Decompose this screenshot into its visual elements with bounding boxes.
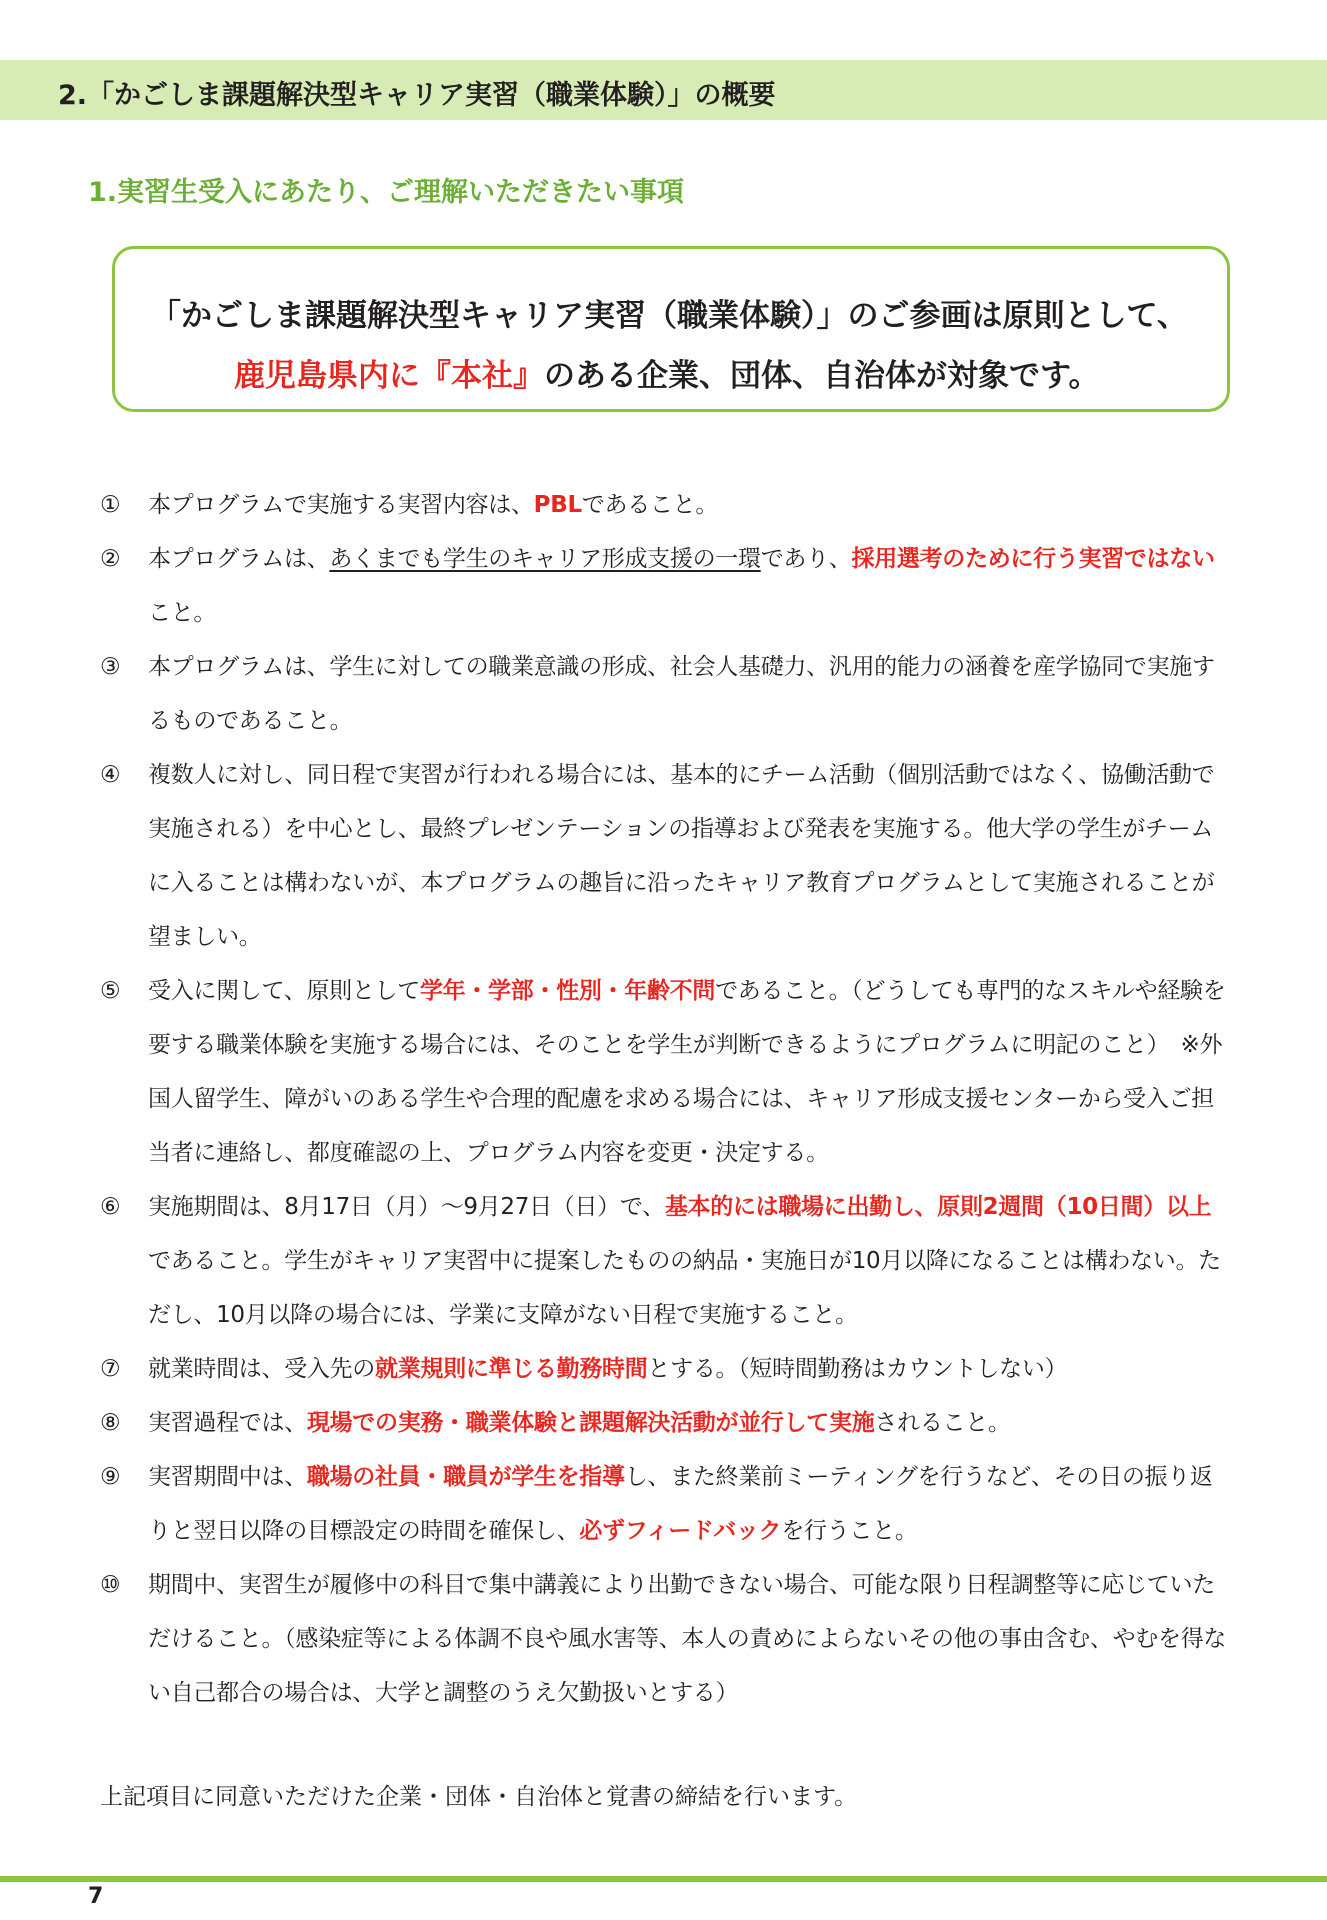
item-number: ③ [100,654,121,680]
body-text: 複数人に対し、同日程で実習が行われる場合には、基本的にチーム活動（個別活動ではなく、協働活動で実施される）を中心とし、最終プレゼンテーションの指導および発表を実施する。他大学の学生がチームに入ることは構わないが、本プログラムの趣旨に沿ったキャリア教育プログラムとして実施されることが望ましい。 [148,762,1215,950]
emphasis-text: 採用選考のために行う実習ではない [851,546,1215,572]
list-item [100,964,1230,1180]
list-item [100,532,1230,640]
item-number: ⑨ [100,1464,121,1490]
body-text: されること。 [874,1410,1011,1436]
notice-line-2-rest: のある企業、団体、自治体が対象です。 [544,358,1100,394]
item-text [148,964,1230,1180]
list-item [100,1396,1230,1450]
list-item [100,1558,1230,1720]
item-number: ⑤ [100,978,121,1004]
body-text: 就業時間は、受入先の [148,1356,376,1382]
section-subtitle: 1.実習生受入にあたり、ご理解いただきたい事項 [88,177,685,208]
list-item [100,1450,1230,1558]
item-number: ⑦ [100,1356,121,1382]
emphasis-text: 就業規則に準じる勤務時間 [375,1356,648,1382]
item-text [148,1396,1230,1450]
body-text: とする。（短時間勤務はカウントしない） [647,1356,1068,1382]
item-text [148,748,1230,964]
item-text [148,1558,1230,1720]
body-text: であること。学生がキャリア実習中に提案したものの納品・実施日が10月以降になることは構わない。ただし、10月以降の場合には、学業に支障がない日程で実施すること。 [148,1248,1221,1328]
notice-line-2 [234,350,1100,395]
list-item [100,478,1230,532]
body-text: 期間中、実習生が履修中の科目で集中講義により出勤できない場合、可能な限り日程調整等に応じていただけること。（感染症等による体調不良や風水害等、本人の責めによらないその他の事由含む、やむを得ない自己都合の場合は、大学と調整のうえ欠勤扱いとする） [148,1572,1227,1706]
closing-statement: 上記項目に同意いただけた企業・団体・自治体と覚書の締結を行います。 [100,1784,858,1810]
notice-emphasis: 鹿児島県内に『本社』 [234,358,544,394]
requirements-list [100,478,1230,1720]
item-number: ① [100,492,121,518]
body-text: し、また終業前ミーティングを行うなど、その日の振り返りと翌日以降の目標設定の時間を確保し、 [148,1464,1213,1544]
page-title: 2.「かごしま課題解決型キャリア実習（職業体験）」の概要 [58,80,776,111]
list-item [100,1342,1230,1396]
notice-line-1: 「かごしま課題解決型キャリア実習（職業体験）」のご参画は原則として、 [150,298,1188,334]
emphasis-text: 学年・学部・性別・年齢不問 [419,978,716,1004]
footer-rule [0,1876,1327,1882]
list-item [100,748,1230,964]
body-text: 実習期間中は、 [148,1464,307,1490]
item-number: ④ [100,762,121,788]
list-item [100,640,1230,748]
body-text: であること。 [581,492,719,518]
item-text [148,1180,1230,1342]
emphasis-text: PBL [533,492,582,518]
list-item [100,1180,1230,1342]
item-text [148,640,1230,748]
body-text: 実施期間は、8月17日（月）～9月27日（日）で、 [148,1194,665,1220]
body-text: であること。（どうしても専門的なスキルや経験を要する職業体験を実施する場合には、そのことを学生が判断できるようにプログラムに明記のこと） ※外国人留学生、障がいのある学生や合理的配慮を求める場合には、キャリア形成支援センターから受入ご担当者に連絡し、都度確認の上、プログラム内容を変更・決定する。 [148,978,1226,1166]
item-number: ⑩ [100,1572,121,1598]
body-text: 本プログラムは、学生に対しての職業意識の形成、社会人基礎力、汎用的能力の涵養を産学協同で実施するものであること。 [148,654,1215,734]
body-text: 本プログラムで実施する実習内容は、 [148,492,534,518]
item-number: ② [100,546,121,572]
emphasis-text: 基本的には職場に出勤し、原則2週間（10日間）以上 [664,1194,1212,1220]
emphasis-text: 必ずフィードバック [579,1518,782,1544]
emphasis-text: 職場の社員・職員が学生を指導 [306,1464,625,1490]
body-text: を行うこと。 [781,1518,918,1544]
body-text: 受入に関して、原則として [148,978,420,1004]
body-text: であり、 [760,546,852,572]
item-text [148,1342,1230,1396]
body-text: こと。 [148,600,217,626]
item-text [148,478,1230,532]
emphasis-text: 現場での実務・職業体験と課題解決活動が並行して実施 [306,1410,875,1436]
body-text: 本プログラムは、 [148,546,330,572]
body-text: 実習過程では、 [148,1410,307,1436]
underlined-text: あくまでも学生のキャリア形成支援の一環 [329,546,761,572]
page-number: 7 [88,1884,104,1909]
item-text [148,1450,1230,1558]
item-number: ⑥ [100,1194,121,1220]
item-number: ⑧ [100,1410,121,1436]
item-text [148,532,1230,640]
